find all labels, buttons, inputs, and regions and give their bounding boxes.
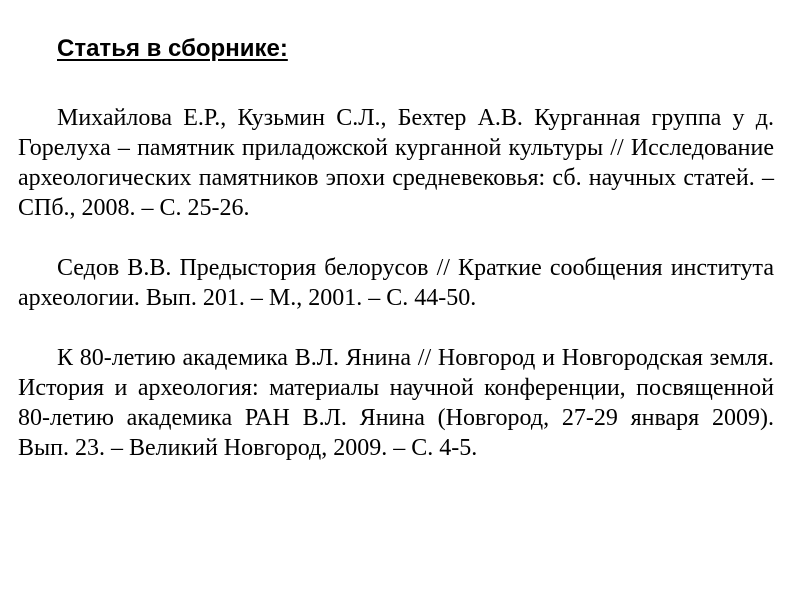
reference-list (18, 103, 774, 463)
reference-item: К 80-летию академика В.Л. Янина // Новгород и Новгородская земля. История и археология: материалы научной конференции, посвященной 80-летию академика РАН В.Л. Янина (Новгород, 27-29 января 2009). Вып. 23. – Великий Новгород, 2009. – С. 4-5. (18, 345, 774, 461)
reference-item: Михайлова Е.Р., Кузьмин С.Л., Бехтер А.В. Курганная группа у д. Горелуха – памятник приладожской курганной культуры // Исследование археологических памятников эпохи средневековья: сб. научных статей. – СПб., 2008. – С. 25-26. (18, 105, 774, 221)
section-heading: Статья в сборнике: (57, 35, 288, 62)
reference-item: Седов В.В. Предыстория белорусов // Краткие сообщения института археологии. Вып. 201. – М., 2001. – С. 44-50. (18, 255, 774, 311)
